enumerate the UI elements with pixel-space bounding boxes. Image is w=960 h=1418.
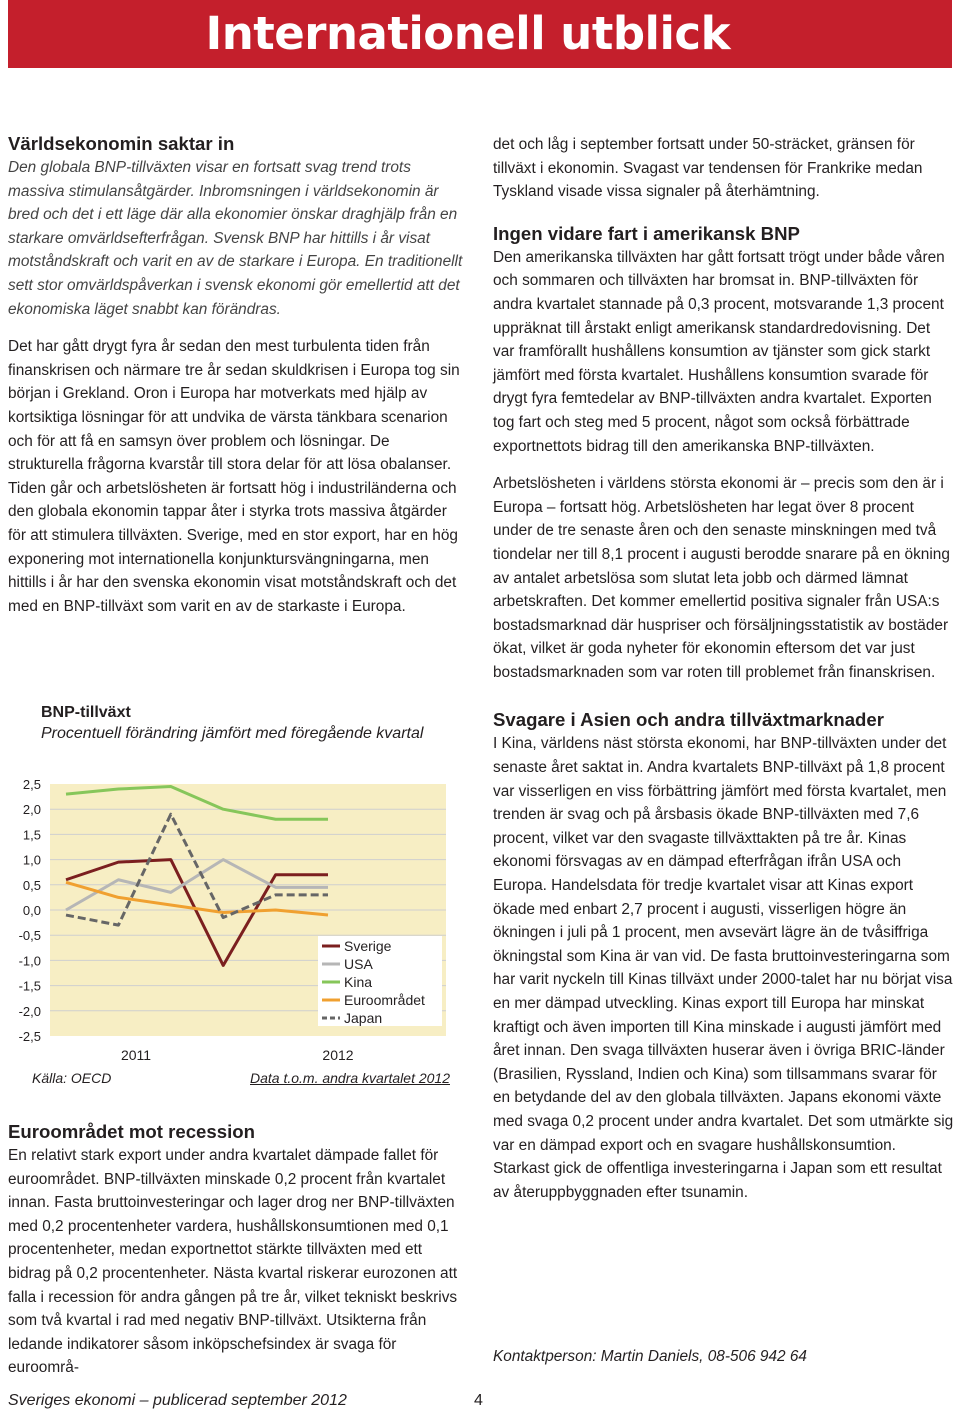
- lead-paragraph: Den globala BNP-tillväxten visar en fortsatt svag trend trots massiva stimulansåtgärder. Inbromsningen i världsekonomin är bred och det i ett läge där alla ekonomier önskar draghjälp från en starkare omvärldsefterfrågan. Svensk BNP har hittills i år visat motståndskraft och varit en av de starkare i Europa. En traditionellt sett stor omvärldspåverkan i svensk ekonomi gör emellertid att det ekonomiska läget snabbt kan förändras.: [8, 159, 463, 318]
- page-number: 4: [474, 1392, 483, 1409]
- y-tick-label: 0,5: [22, 877, 41, 893]
- asia-paragraph: I Kina, världens näst största ekonomi, har BNP-tillväxten under det senaste året saktat in. Andra kvartalets BNP-tillväxt på 1,8 procent var visserligen en viss förbättring jämfört med första kvartalet, men trenden är svag och på årsbasis ökade BNP-tillväxten med 7,6 procent, vilket var den svagaste tillväxttakten på tre år. Kinas ekonomi försvagas av en dämpad efterfrågan ifrån USA och Europa. Handelsdata för tredje kvartalet visar att Kinas export ökade med enbart 2,7 procent i augusti, visserligen högre än ökningen i juli på 1 procent, men avsevärt lägre än de tvåsiffriga ökningstal som Kina är van vid. De fasta bruttoinvesteringarna som har varit nyckeln till Kinas tillväxt under 2000-talet har nu börjat visa en mer dämpad utveckling. Kinas export till Europa har minskat kraftigt och även importen till Kina minskade i augusti jämfört med året innan. Den svaga tillväxten huserar även i övriga BRIC-länder (Brasilien, Ryssland, Indien och Kina) som tillsammans svarar för en betydande del av den globala tillväxten. Japans ekonomi växte med svaga 0,2 procent under andra kvartalet. Det som utmärkte sig var en dämpad export och en svagare hushållskonsumtion. Starkast gick de offentliga investeringarna i Japan som ett resultat av återuppbyggnaden efter tsunamin.: [493, 735, 954, 1201]
- contact-person: Kontaktperson: Martin Daniels, 08-506 942 64: [493, 1348, 807, 1365]
- section-heading-us: Ingen vidare fart i amerikansk BNP: [493, 222, 800, 244]
- chart-plot: [8, 700, 458, 1095]
- legend-label: USA: [344, 956, 373, 972]
- left-column: [8, 132, 466, 618]
- euro-paragraph: En relativt stark export under andra kvartalet dämpade fallet för euroområdet. BNP-tillväxten minskade 0,2 procent från kvartalet innan. Fasta bruttoinvesteringar och lager drog ner BNP-tillväxten med 0,2 procentenheter vardera, hushållskonsumtionen med 0,1 procentenheter, medan exportnettot stärkte tillväxten med ett bidrag på 0,2 procentenheter. Nästa kvartal riskerar eurozonen att falla i recession för andra gången på tre år, vilket tekniskt beskrivs som två kvartal i rad med negativ BNP-tillväxt. Utsikterna från ledande indikatorer såsom inköpschefsindex är svaga för euroområ-: [8, 1147, 458, 1377]
- footer-publication: Sveriges ekonomi – publicerad september 2012: [8, 1392, 347, 1409]
- chart-period-note: Data t.o.m. andra kvartalet 2012: [250, 1070, 450, 1086]
- chart-source: Källa: OECD: [32, 1070, 112, 1086]
- chart-title: BNP-tillväxt: [41, 704, 131, 721]
- x-tick-label: 2011: [120, 1047, 152, 1063]
- y-tick-label: 1,0: [22, 852, 41, 868]
- legend-label: Euroområdet: [344, 992, 425, 1008]
- chart-subtitle: Procentuell förändring jämfört med föregående kvartal: [41, 725, 424, 742]
- y-tick-label: -1,5: [18, 978, 41, 994]
- euro-section: [8, 1120, 466, 1380]
- y-tick-label: 2,5: [22, 777, 41, 792]
- section-heading-asia: Svagare i Asien och andra tillväxtmarknader: [493, 709, 884, 731]
- us-paragraph-1: Den amerikanska tillväxten har gått fortsatt trögt under både våren och sommaren och tillväxten har bromsat in. BNP-tillväxten för andra kvartalet stannade på 0,3 procent, motsvarande 1,3 procent uppräknat till årstakt enligt amerikansk standardredovisning. Det var framförallt hushållens konsumtion av tjänster som gick starkt jämfört med första kvartalet. Hushållens konsumtion svarade för drygt fyra femtedelar av BNP-tillväxten andra kvartalet. Exporten tog fart och steg med 5 procent, något som också förbättrade exportnettots bidrag till den amerikanska BNP-tillväxten.: [493, 248, 945, 455]
- us-paragraph-2: Arbetslösheten i världens största ekonomi är – precis som den är i Europa – fortsatt hög. Arbetslösheten har legat över 8 procent under de tre senaste åren och den senaste minskningen med två tiondelar ner till 8,1 procent i augusti berodde snarare på en ökning av antalet arbetslösa som slutat leta jobb och därmed lämnat arbetskraften. Det kommer emellertid positiva signaler från USA:s bostadsmarknad där huspriser och försäljningsstatistik av bostäder ökat, vilket är goda nyheter för ekonomin eftersom det var just bostadsmarknaden som var roten till problemet från finanskrisen.: [493, 475, 950, 681]
- y-tick-label: 1,5: [22, 827, 41, 843]
- gdp-chart: [8, 700, 458, 1095]
- x-tick-label: 2012: [322, 1047, 354, 1063]
- y-tick-label: -1,0: [18, 953, 41, 969]
- y-tick-label: -2,0: [18, 1003, 41, 1019]
- page-title: Internationell utblick: [205, 7, 730, 60]
- right-column: [493, 133, 955, 1204]
- legend-label: Japan: [344, 1010, 383, 1026]
- section-heading-euro: Euroområdet mot recession: [8, 1121, 255, 1142]
- header-banner: [8, 0, 952, 68]
- y-tick-label: 2,0: [22, 802, 41, 818]
- legend-label: Sverige: [344, 938, 392, 954]
- y-tick-label: -0,5: [18, 928, 41, 944]
- section-heading-world: Världsekonomin saktar in: [8, 133, 235, 154]
- continued-paragraph: det och låg i september fortsatt under 50-sträcket, gränsen för tillväxt i ekonomin. Svagast var tendensen för Frankrike medan Tyskland visade vissa signaler på återhämtning.: [493, 136, 923, 201]
- body-paragraph: Det har gått drygt fyra år sedan den mest turbulenta tiden från finanskrisen och närmare tre år sedan skuldkrisen i Europa tog sin början i Grekland. Oron i Europa har motverkats med hjälp av kortsiktiga lösningar för att undvika de värsta tänkbara scenarion och för att få en samsyn över problem och lösningar. De strukturella frågorna kvarstår till stora delar för att lösa obalanser. Tiden går och arbetslösheten är fortsatt hög i industriländerna och den globala ekonomin tappar åter i styrka trots massiva åtgärder för att stimulera tillväxten. Sverige, med en stor export, har en hög exponering mot internationella konjunktursvängningarna, men hittills i år har den svenska ekonomin visat motståndskraft och det med en BNP-tillväxt som varit en av de starkaste i Europa.: [8, 338, 460, 615]
- y-tick-label: -2,5: [18, 1029, 41, 1044]
- y-tick-label: 0,0: [22, 903, 41, 918]
- legend-label: Kina: [344, 974, 373, 990]
